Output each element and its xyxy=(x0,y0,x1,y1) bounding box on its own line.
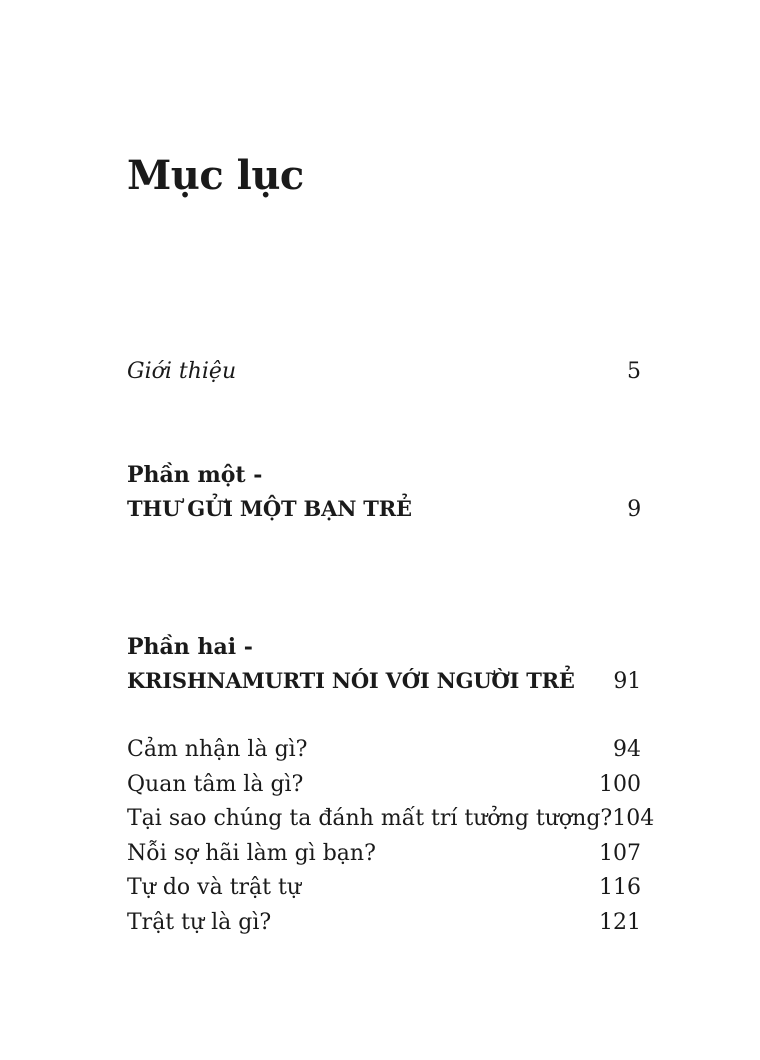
toc-entry-label: Giới thiệu xyxy=(127,359,237,384)
chapter-page: 107 xyxy=(599,840,641,866)
chapter-entry xyxy=(127,802,655,837)
chapter-label: Trật tự là gì? xyxy=(127,909,272,935)
chapter-entry xyxy=(127,837,641,872)
chapter-page: 116 xyxy=(599,875,641,900)
part-title: THƯ GỬI MỘT BẠN TRẺ xyxy=(127,496,412,521)
toc-entry-page: 5 xyxy=(627,359,641,384)
toc-part-two xyxy=(127,630,641,699)
chapter-list xyxy=(127,733,655,940)
chapter-label: Quan tâm là gì? xyxy=(127,771,304,797)
part-kicker: Phần một - xyxy=(127,462,263,488)
part-title: KRISHNAMURTI NÓI VỚI NGƯỜI TRẺ xyxy=(127,668,575,693)
chapter-page: 104 xyxy=(612,806,655,831)
toc-part-one xyxy=(127,458,641,527)
chapter-page: 94 xyxy=(613,737,641,762)
chapter-page: 100 xyxy=(599,771,641,797)
part-kicker: Phần hai - xyxy=(127,634,253,660)
chapter-entry xyxy=(127,733,641,768)
toc-entry-page: 91 xyxy=(613,669,641,694)
chapter-label: Tự do và trật tự xyxy=(127,875,302,900)
chapter-entry xyxy=(127,871,641,906)
chapter-label: Cảm nhận là gì? xyxy=(127,737,308,762)
chapter-label: Tại sao chúng ta đánh mất trí tưởng tượng? xyxy=(127,806,613,831)
page-title: Mục lục xyxy=(127,152,304,199)
chapter-entry xyxy=(127,768,641,803)
chapter-entry xyxy=(127,906,641,941)
toc-entry-intro xyxy=(127,355,641,390)
toc-entry-page: 9 xyxy=(627,497,641,522)
chapter-label: Nỗi sợ hãi làm gì bạn? xyxy=(127,840,376,866)
chapter-page: 121 xyxy=(599,909,641,935)
